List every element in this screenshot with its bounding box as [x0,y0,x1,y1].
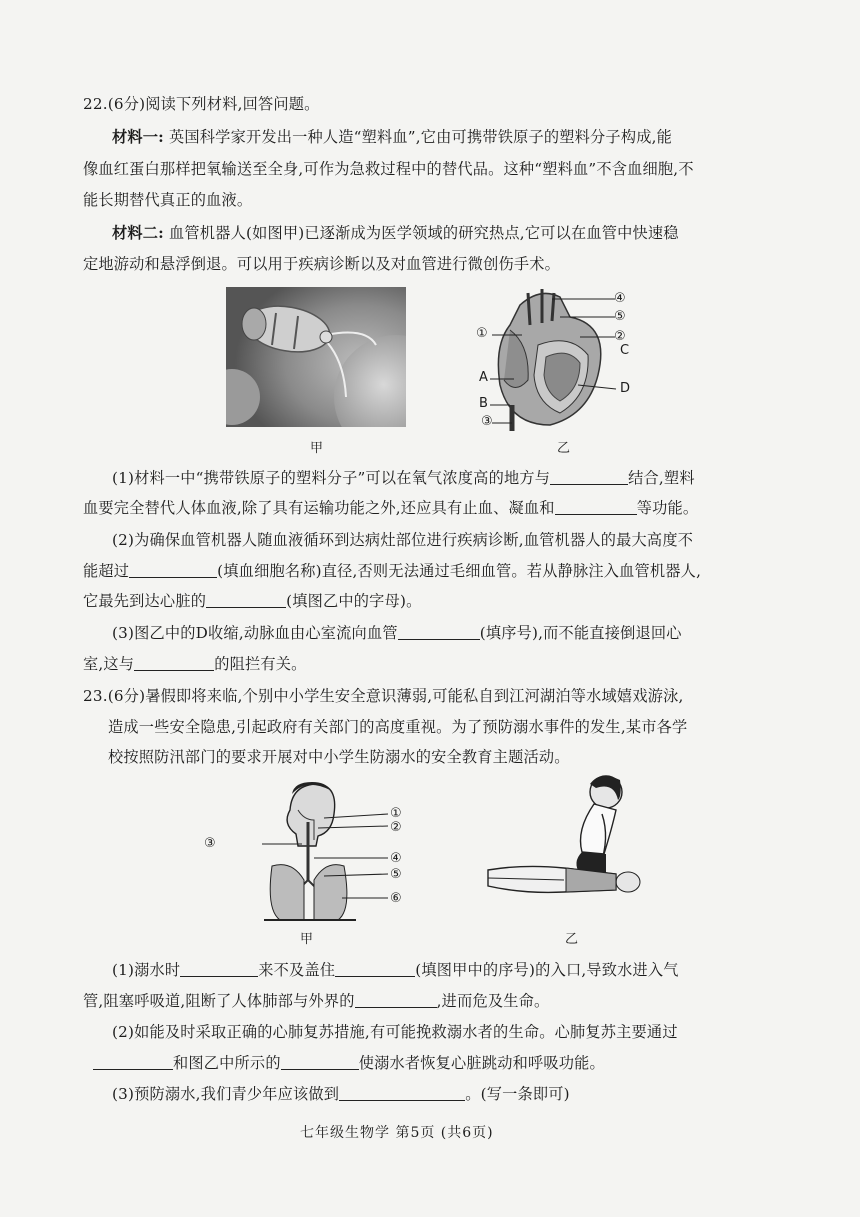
body-label-1: ① [390,806,402,821]
answer-blank[interactable] [550,468,628,485]
q23-s1-line1: (1)溺水时 来不及盖住 (填图甲中的序号)的入口,导致水进入气 [112,961,679,979]
heart-label-4: ④ [614,291,626,306]
answer-blank[interactable] [93,1053,173,1070]
q23-s3-line1: (3)预防溺水,我们青少年应该做到 。(写一条即可) [112,1085,570,1103]
q22-s2-line2: 能超过 (填血细胞名称)直径,否则无法通过毛细血管。若从静脉注入血管机器人, [83,562,702,580]
heart-label-1: ① [476,326,488,341]
q22-material2-line2: 定地游动和悬浮倒退。可以用于疾病诊断以及对血管进行微创伤手术。 [83,255,561,273]
heart-label-A: A [479,370,488,385]
q23-s2-line1: (2)如能及时采取正确的心肺复苏措施,有可能挽救溺水者的生命。心肺复苏主要通过 [112,1023,678,1041]
body-label-2: ② [390,820,402,835]
answer-blank[interactable] [355,991,437,1008]
q22-s3-line2: 室,这与 的阻拦有关。 [83,655,307,673]
body-label-3: ③ [204,836,216,851]
answer-blank[interactable] [281,1053,359,1070]
q23-intro-line3: 校按照防汛部门的要求开展对中小学生防溺水的安全教育主题活动。 [108,748,570,766]
heart-label-C: C [620,343,630,358]
answer-blank[interactable] [335,960,415,977]
q22-material1-line3: 能长期替代真正的血液。 [83,191,253,209]
q22-s3-line1: (3)图乙中的D收缩,动脉血由心室流向血管 (填序号),而不能直接倒退回心 [112,624,682,642]
q23-intro-line2: 造成一些安全隐患,引起政府有关部门的高度重视。为了预防溺水事件的发生,某市各学 [108,718,688,736]
q22-title: 22.(6分)阅读下列材料,回答问题。 [83,95,320,113]
fig23-caption-b: 乙 [565,932,579,947]
q22-material1-line1 [112,126,672,148]
fig23-caption-a: 甲 [300,932,314,947]
q22-s1-line1: (1)材料一中“携带铁原子的塑料分子”可以在氧气浓度高的地方与 结合,塑料 [112,469,695,487]
answer-blank[interactable] [180,960,258,977]
fig22-caption-a: 甲 [310,441,324,456]
heart-label-D: D [620,381,631,396]
heart-diagram [470,285,640,435]
body-label-6: ⑥ [390,891,402,906]
respiratory-system-diagram [262,780,392,926]
q23-s1-line2: 管,阻塞呼吸道,阻断了人体肺部与外界的 ,进而危及生命。 [83,992,550,1010]
material1-text: 英国科学家开发出一种人造“塑料血”,它由可携带铁原子的塑料分子构成,能 [169,128,673,146]
heart-label-3: ③ [481,414,493,429]
q22-s2-line3: 它最先到达心脏的 (填图乙中的字母)。 [83,592,422,610]
q22-material2-line1 [112,222,679,244]
answer-blank[interactable] [339,1084,465,1101]
material2-text: 血管机器人(如图甲)已逐渐成为医学领域的研究热点,它可以在血管中快速稳 [169,224,679,242]
heart-label-2: ② [614,329,626,344]
q23-intro-line1: 23.(6分)暑假即将来临,个别中小学生安全意识薄弱,可能私自到江河湖泊等水域嬉戏游泳, [83,687,684,705]
answer-blank[interactable] [555,498,637,515]
page-footer: 七年级生物学 第5页 (共6页) [300,1125,494,1141]
heart-label-5: ⑤ [614,309,626,324]
body-label-5: ⑤ [390,867,402,882]
answer-blank[interactable] [129,561,217,578]
material2-label: 材料二: [112,224,164,242]
q22-material1-line2: 像血红蛋白那样把氧输送至全身,可作为急救过程中的替代品。这种“塑料血”不含血细胞,不 [83,160,694,178]
answer-blank[interactable] [134,654,214,671]
fig22-caption-b: 乙 [557,441,571,456]
answer-blank[interactable] [398,623,480,640]
vascular-robot-photo [226,287,406,427]
cpr-illustration [484,770,654,910]
material1-label: 材料一: [112,128,164,146]
answer-blank[interactable] [206,591,286,608]
heart-label-B: B [479,396,488,411]
q22-s1-line2: 血要完全替代人体血液,除了具有运输功能之外,还应具有止血、凝血和 等功能。 [83,499,699,517]
body-label-4: ④ [390,851,402,866]
q23-s2-line2: 和图乙中所示的 使溺水者恢复心脏跳动和呼吸功能。 [93,1052,605,1074]
q22-s2-line1: (2)为确保血管机器人随血液循环到达病灶部位进行疾病诊断,血管机器人的最大高度不 [112,531,694,549]
